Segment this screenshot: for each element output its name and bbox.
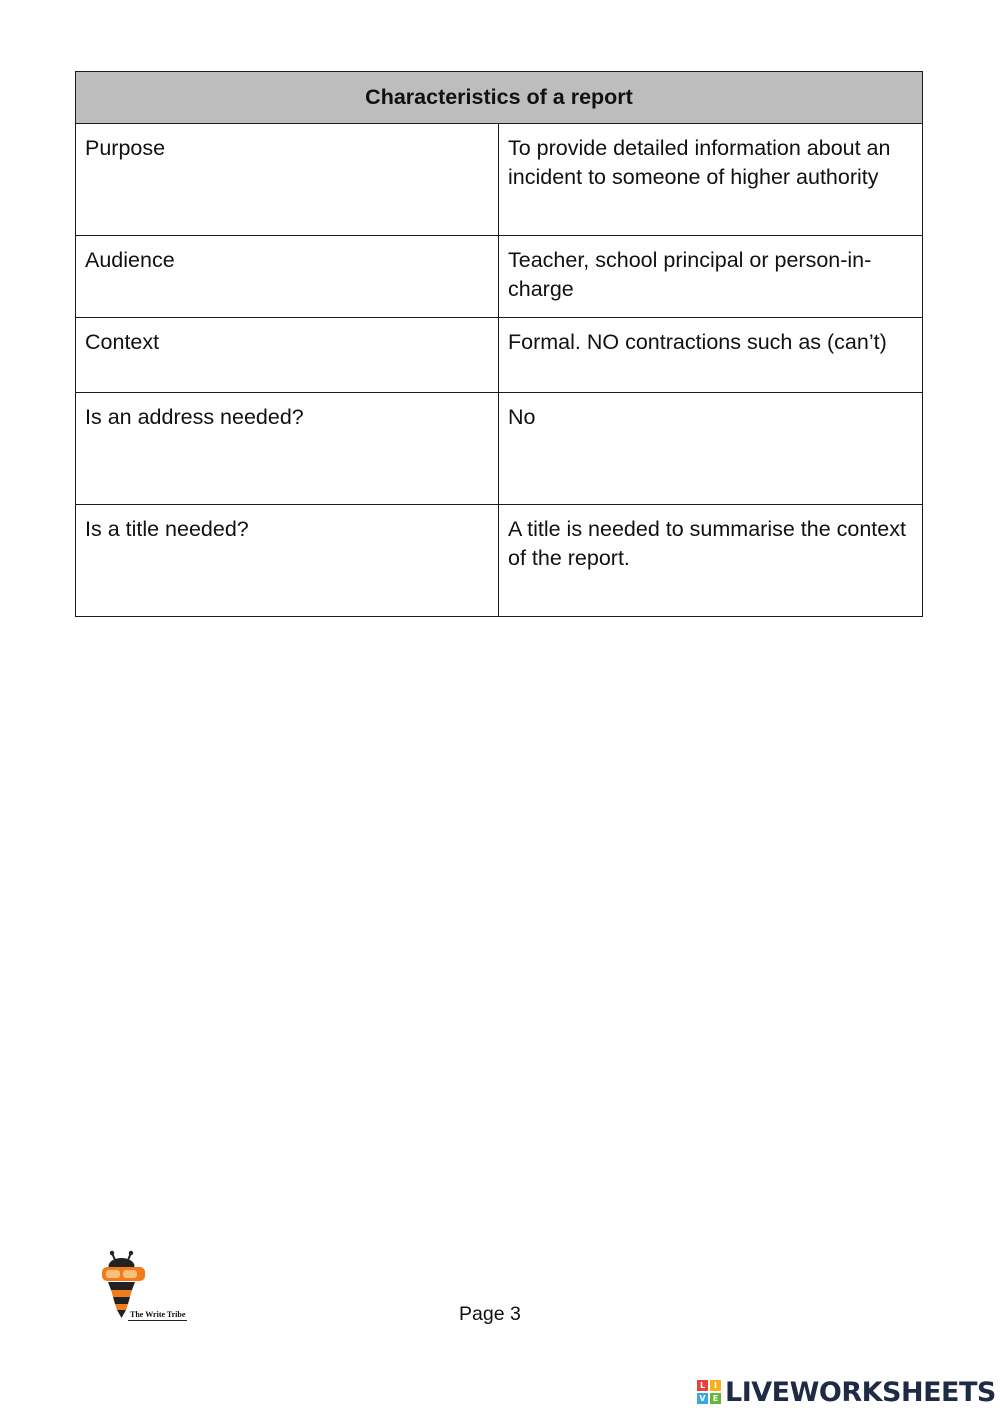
table-row xyxy=(76,505,923,617)
row-label: Is a title needed? xyxy=(76,505,499,617)
logo-text: The Write Tribe xyxy=(130,1310,186,1319)
row-label: Audience xyxy=(76,236,499,318)
watermark-square: V xyxy=(697,1393,708,1404)
characteristics-table xyxy=(75,71,923,617)
row-value: To provide detailed information about an incident to someone of higher authority xyxy=(499,124,923,236)
watermark-text: LIVEWORKSHEETS xyxy=(725,1376,996,1408)
table-header-row xyxy=(76,72,923,124)
page-number: Page 3 xyxy=(459,1303,521,1325)
watermark-square: I xyxy=(710,1380,721,1391)
row-value: Teacher, school principal or person-in-charge xyxy=(499,236,923,318)
watermark-square: E xyxy=(710,1393,721,1404)
table-row xyxy=(76,393,923,505)
table-header: Characteristics of a report xyxy=(76,72,923,124)
table-row xyxy=(76,236,923,318)
row-label: Purpose xyxy=(76,124,499,236)
watermark-square: L xyxy=(697,1380,708,1391)
row-value: A title is needed to summarise the context of the report. xyxy=(499,505,923,617)
row-label: Is an address needed? xyxy=(76,393,499,505)
row-value: Formal. NO contractions such as (can’t) xyxy=(499,318,923,393)
row-label: Context xyxy=(76,318,499,393)
liveworksheets-watermark xyxy=(697,1375,996,1409)
row-value: No xyxy=(499,393,923,505)
watermark-squares-icon xyxy=(697,1380,721,1404)
table-row xyxy=(76,124,923,236)
table-row xyxy=(76,318,923,393)
